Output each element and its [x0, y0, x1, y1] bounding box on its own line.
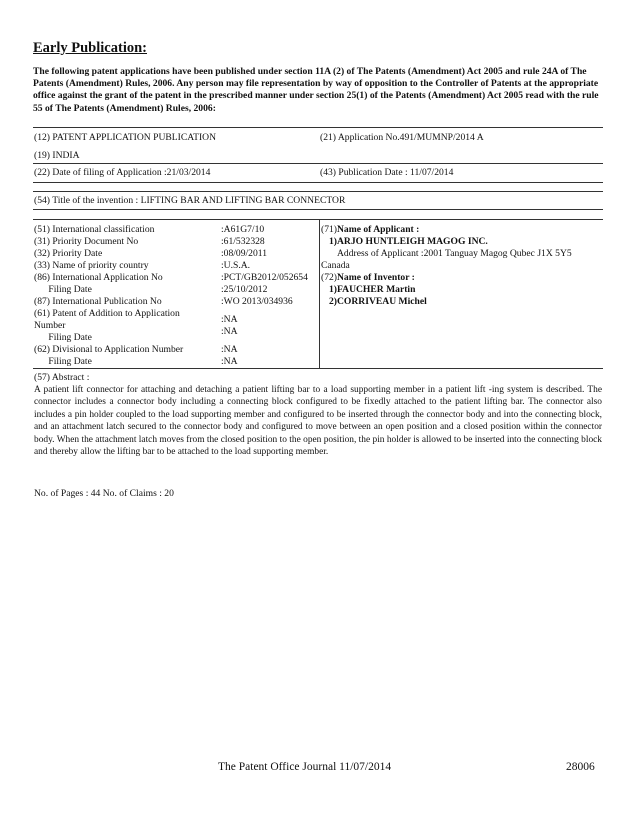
divider [33, 368, 603, 369]
detail-label: Number [34, 320, 66, 331]
detail-value: :U.S.A. [221, 260, 251, 271]
detail-value: :WO 2013/034936 [221, 296, 293, 307]
abstract-label: (57) Abstract : [34, 372, 90, 383]
applicant-address: Address of Applicant :2001 Tanguay Magog Qubec J1X 5Y5 [337, 248, 572, 259]
inventor-label: Name of Inventor : [336, 272, 415, 283]
pages-claims: No. of Pages : 44 No. of Claims : 20 [34, 488, 174, 499]
filing-date: (22) Date of filing of Application :21/03/2014 [34, 167, 211, 178]
applicant-name: 1)ARJO HUNTLEIGH MAGOG INC. [329, 236, 488, 247]
abstract-text: A patient lift connector for attaching and detaching a patient lifting bar to a load supporting member in a patient lift -ing system is described. The connector includes a connector body including a connecting block configured to be fixedly attached to the patient lifting bar. The connector also includes a pin holder coupled to the load supporting member and configured to be inserted through the connector body and into the connecting block, and an attachment latch secured to the connector body and configured to move between an open position and a closed position within the connector body. When the attachment latch moves from the closed position to the open position, the pin holder is allowed to be inserted into the connecting block and thereby allow the lifting bar to be attached to the load supporting member. [34, 385, 602, 458]
detail-label: (33) Name of priority country [34, 260, 149, 271]
divider [33, 209, 603, 210]
detail-value: :61/532328 [221, 236, 265, 247]
applicant-heading [321, 224, 419, 236]
divider [33, 191, 603, 192]
detail-label: (87) International Publication No [34, 296, 162, 307]
divider [33, 127, 603, 128]
detail-value: :NA [221, 344, 238, 355]
detail-label: (31) Priority Document No [34, 236, 139, 247]
divider [33, 182, 603, 183]
detail-label: Filing Date [34, 332, 92, 343]
inventor-heading [321, 272, 415, 284]
detail-label: (61) Patent of Addition to Application [34, 308, 180, 319]
detail-value: :25/10/2012 [221, 284, 268, 295]
applicant-label: Name of Applicant : [336, 224, 420, 235]
inventor-name: 2)CORRIVEAU Michel [329, 296, 427, 307]
page-number: 28006 [566, 761, 595, 773]
detail-label: (86) International Application No [34, 272, 163, 283]
invention-title: (54) Title of the invention : LIFTING BAR AND LIFTING BAR CONNECTOR [34, 195, 346, 206]
divider [33, 163, 603, 164]
detail-value: :PCT/GB2012/052654 [221, 272, 308, 283]
detail-value: :NA [221, 356, 238, 367]
detail-value: :08/09/2011 [221, 248, 268, 259]
applicant-country: Canada [321, 260, 350, 271]
column-divider [319, 219, 320, 368]
intro-paragraph: The following patent applications have been published under section 11A (2) of The Patents (Amendment) Act 2005 and rule 24A of The Patents (Amendment) Rules, 2006. Any person may file representation by way of opposition to the Controller of Patents at the appropriate office against the grant of the patent in the prescribed manner under section 25(1) of the Patents (Amendment) Act 2005 read with the rule 55 of The Patents (Amendment) Rules, 2006: [33, 66, 599, 114]
detail-label: (62) Divisional to Application Number [34, 344, 184, 355]
detail-value: :NA [221, 314, 238, 325]
publication-type: (12) PATENT APPLICATION PUBLICATION [34, 132, 217, 143]
detail-label: (32) Priority Date [34, 248, 103, 259]
applicant-prefix: (71) [321, 224, 337, 235]
country: (19) INDIA [34, 150, 80, 161]
journal-footer: The Patent Office Journal 11/07/2014 [218, 761, 392, 773]
detail-label: Filing Date [34, 284, 92, 295]
detail-value: :NA [221, 326, 238, 337]
application-number: (21) Application No.491/MUMNP/2014 A [320, 132, 484, 143]
inventor-prefix: (72) [321, 272, 337, 283]
detail-label: (51) International classification [34, 224, 155, 235]
publication-date: (43) Publication Date : 11/07/2014 [320, 167, 454, 178]
detail-label: Filing Date [34, 356, 92, 367]
divider [33, 219, 603, 220]
heading: Early Publication: [33, 40, 147, 56]
detail-value: :A61G7/10 [221, 224, 265, 235]
inventor-name: 1)FAUCHER Martin [329, 284, 416, 295]
